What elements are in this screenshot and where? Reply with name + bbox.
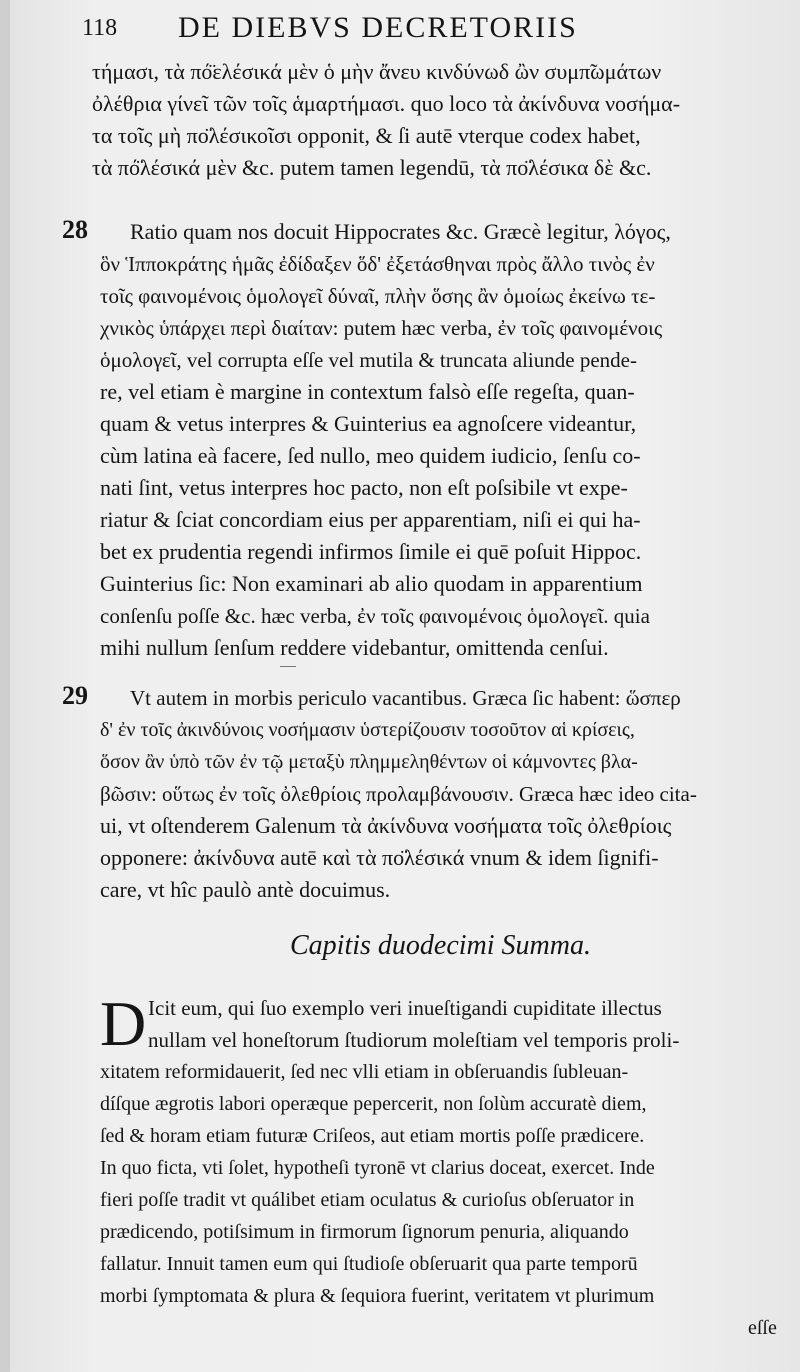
drop-cap: D <box>100 988 147 1059</box>
text-line: βῶσιν: οὕτως ἐν τοῖς ὀλεθρίοις προλαμβάνουσιν. Græca hæc ideo cita- <box>100 782 697 806</box>
text-line: χνικὸς ὑπάρχει περὶ διαίταν: putem hæc verba, ἐν τοῖς φαινομένοις <box>100 316 663 340</box>
text-line: ὃν Ἱπποκράτης ἡμᾶς ἐδίδαξεν ὅδ' ἐξετάσθηναι πρὸς ἄλλο τινὸς ἐν <box>100 252 655 276</box>
text-line: cùm latina eà facere, ſed nullo, meo quidem iudicio, ſenſu co- <box>100 443 641 468</box>
text-line: In quo ficta, vti ſolet, hypotheſi tyronē vt clarius doceat, exercet. Inde <box>100 1157 655 1179</box>
text-line: fallatur. Innuit tamen eum qui ſtudioſe obſeruarit qua parte temporū <box>100 1253 638 1275</box>
text-line: τα τοῖς μὴ πο̈λέσικοῖσι opponit, & ſi autē vterque codex habet, <box>92 123 641 148</box>
text-line: díſque ægrotis labori operæque pepercerit, non ſolùm accuratè diem, <box>100 1093 647 1115</box>
summary-heading: Capitis duodecimi Summa. <box>290 930 591 961</box>
text-line: Ratio quam nos docuit Hippocrates &c. Græcè legitur, λόγος, <box>130 219 671 244</box>
text-line: mihi nullum ſenſum reddere videbantur, omittenda cenſui. <box>100 635 609 660</box>
text-line: opponere: ἀκίνδυνα autē καὶ τὰ πο̈λέσικά vnum & idem ſignifi- <box>100 845 659 870</box>
text-line: τὰ πό̈λέσικά μὲν &c. putem tamen legendū, τὰ πο̈λέσικα δὲ &c. <box>92 155 652 180</box>
text-line: ui, vt oſtenderem Galenum τὰ ἀκίνδυνα νοσήματα τοῖς ὀλεθρίοις <box>100 813 672 838</box>
page-number: 118 <box>82 15 118 41</box>
text-line: riatur & ſciat concordiam eius per apparentiam, niſi ei qui ha- <box>100 507 641 532</box>
text-line: ὀλέθρια γίνεῖ τῶν τοῖς ἁμαρτήμασι. quo loco τὰ ἀκίνδυνα νοσήμα- <box>92 91 681 116</box>
text-line: conſenſu poſſe &c. hæc verba, ἐν τοῖς φαινομένοις ὁμολογεῖ. quia <box>100 604 650 628</box>
text-line: nati ſint, vetus interpres hoc pacto, non eſt poſsibile vt expe- <box>100 475 628 500</box>
page-gutter <box>0 0 10 1372</box>
text-line: fieri poſſe tradit vt quálibet etiam oculatus & curioſus obſeruator in <box>100 1189 635 1211</box>
text-line: xitatem reformidauerit, ſed nec vlli etiam in obſeruandis ſubleuan- <box>100 1061 629 1083</box>
text-line: ſed & horam etiam futuræ Criſeos, aut etiam mortis poſſe prædicere. <box>100 1125 645 1147</box>
text-line: bet ex prudentia regendi infirmos ſimile ei quē poſuit Hippoc. <box>100 539 642 564</box>
text-line: quam & vetus interpres & Guinterius ea agnoſcere videantur, <box>100 411 637 436</box>
text-line: τήμασι, τὰ πό̈ελέσικά μὲν ὁ μὴν ἄνευ κινδύνωδ ὢν συμπ̃ωμάτων <box>92 59 662 84</box>
text-line: τοῖς φαινομένοις ὁμολογεῖ δύναῖ, πλὴν ὅσης ἂν ὁμοίως ἐκείνω τε- <box>100 284 656 308</box>
text-line: eſſe <box>748 1317 777 1339</box>
text-line: δ' ἐν τοῖς ἀκινδύνοις νοσήμασιν ὑστερίζουσιν τοσοῦτον αἱ κρίσεις, <box>100 719 635 741</box>
text-line: ὁμολογεῖ, vel corrupta eſſe vel mutila & truncata aliunde pende- <box>100 348 637 372</box>
text-line: Guinterius ſic: Non examinari ab alio quodam in apparentium <box>100 571 643 596</box>
running-title: DE DIEBVS DECRETORIIS <box>178 11 578 44</box>
text-line: nullam vel honeſtorum ſtudiorum moleſtiam vel temporis proli- <box>148 1028 680 1052</box>
text-line: re, vel etiam è margine in contextum falsò eſſe regeſta, quan- <box>100 379 635 404</box>
annotation-number: 28 <box>62 215 88 244</box>
text-line: care, vt hîc paulò antè docuimus. <box>100 877 391 902</box>
annotation-number: 29 <box>62 681 88 710</box>
text-line: prædicendo, potiſsimum in firmorum ſignorum penuria, aliquando <box>100 1221 629 1243</box>
section-divider <box>280 666 296 667</box>
text-line: Vt autem in morbis periculo vacantibus. Græca ſic habent: ὥσπερ <box>130 686 681 710</box>
text-line: ὅσον ἂν ὑπὸ τῶν ἐν τῷ μεταξὺ πλημμεληθέντων οἱ κάμνοντες βλα- <box>100 751 638 773</box>
text-line: morbi ſymptomata & plura & ſequiora fuerint, veritatem vt plurimum <box>100 1285 655 1307</box>
text-line: Icit eum, qui ſuo exemplo veri inueſtigandi cupiditate illectus <box>148 996 662 1020</box>
